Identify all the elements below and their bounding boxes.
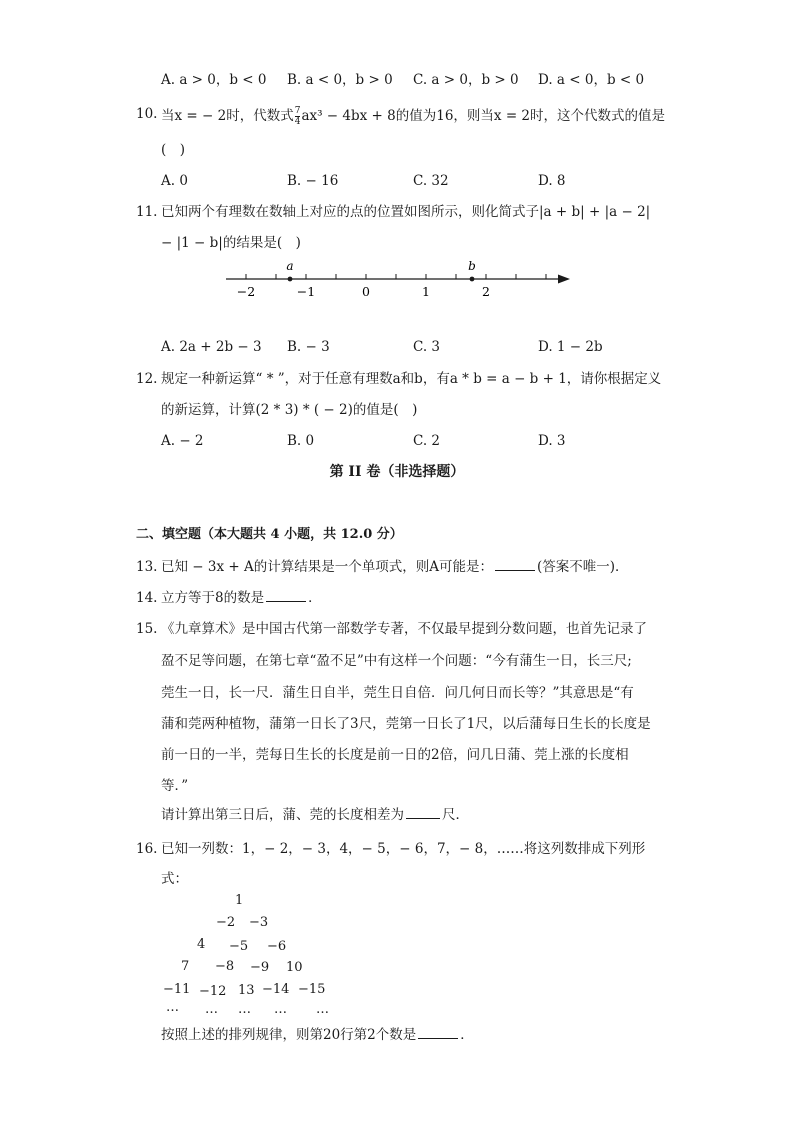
q13-answer-blank[interactable]: [495, 570, 535, 571]
q11-line1: 已知两个有理数在数轴上对应的点的位置如图所示，则化简式子|a + b| + |a − 2|: [161, 204, 651, 220]
tick-label: 2: [482, 284, 490, 299]
triangle-cell: …: [205, 1002, 218, 1017]
triangle-cell: −15: [298, 982, 326, 997]
q14-text: [161, 590, 322, 606]
q13-text-b: (答案不唯一)．: [537, 559, 629, 575]
q14-number: 14.: [136, 590, 158, 606]
q12-option-d: D. 3: [538, 433, 566, 449]
q15-line: 等．”: [161, 778, 189, 794]
q12-option-b: B. 0: [287, 433, 315, 449]
triangle-cell: −9: [250, 960, 270, 975]
tick-label: −1: [296, 284, 316, 299]
triangle-cell: −2: [216, 915, 236, 930]
q16-answer-blank[interactable]: [418, 1038, 458, 1039]
triangle-cell: 1: [235, 893, 244, 908]
q16-ask-a: 按照上述的排列规律，则第20行第2个数是: [161, 1027, 417, 1043]
q9-option-c: C. a > 0，b > 0: [413, 72, 519, 88]
q15-number: 15.: [136, 621, 158, 637]
q11-line2: − |1 − b|的结果是( ): [161, 235, 301, 251]
q10-text-b: ax³ − 4bx + 8的值为16，则当x = 2时，这个代数式的值是: [301, 108, 666, 124]
q12-line2: 的新运算，计算(2 * 3) * ( − 2)的值是( ): [161, 402, 418, 418]
triangle-cell: …: [166, 1000, 179, 1015]
triangle-cell: −3: [249, 915, 269, 930]
q9-option-d: D. a < 0，b < 0: [538, 72, 645, 88]
section-2-title: 第 II 卷（非选择题）: [329, 464, 465, 480]
q13-text: [161, 559, 629, 575]
tick-label: 0: [362, 284, 370, 299]
q12-option-a: A. − 2: [161, 433, 204, 449]
triangle-cell: 7: [181, 959, 190, 974]
q13-number: 13.: [136, 559, 158, 575]
q16-number: 16.: [136, 841, 158, 857]
q10-frac-num: 7: [294, 106, 301, 116]
q15-ask-b: 尺．: [442, 807, 469, 823]
tick-label: −2: [236, 284, 256, 299]
q10-text-a: 当x = − 2时，代数式: [161, 108, 294, 124]
triangle-cell: −5: [229, 939, 249, 954]
triangle-cell: …: [274, 1002, 287, 1017]
q15-line: 蒲和莞两种植物，蒲第一日长了3尺，莞第一日长了1尺，以后蒲每日生长的长度是: [161, 716, 651, 732]
q14-text-a: 立方等于8的数是: [161, 590, 265, 606]
q12-option-c: C. 2: [413, 433, 441, 449]
number-line-arrow-icon: [558, 275, 570, 284]
q10-line1: [161, 106, 665, 127]
q15-line: 《九章算术》是中国古代第一部数学专著，不仅最早提到分数问题，也首先记录了: [161, 621, 647, 637]
q14-answer-blank[interactable]: [266, 601, 306, 602]
triangle-cell: −6: [267, 939, 287, 954]
q15-line: 莞生一日，长一尺．蒲生日自半，莞生日自倍．问几何日而长等？”其意思是“有: [161, 685, 634, 701]
q11-option-d: D. 1 − 2b: [538, 339, 603, 355]
q12-line1: 规定一种新运算“ * ”，对于任意有理数a和b，有a * b = a − b + 1，请你根据定义: [161, 371, 662, 387]
q16-ask-b: ．: [460, 1027, 474, 1043]
part-2-heading: 二、填空题（本大题共 4 小题，共 12.0 分）: [136, 527, 403, 542]
q16-ask: [161, 1027, 474, 1043]
q15-ask-a: 请计算出第三日后，蒲、莞的长度相差为: [161, 807, 404, 823]
triangle-cell: −8: [215, 959, 235, 974]
triangle-cell: …: [316, 1002, 329, 1017]
point-a-dot: [288, 277, 293, 282]
q15-line: 前一日的一半，莞每日生长的长度是前一日的2倍，问几日蒲、莞上涨的长度相: [161, 747, 629, 763]
q13-text-a: 已知 − 3x + A的计算结果是一个单项式，则A可能是：: [161, 559, 493, 575]
q14-text-b: ．: [308, 590, 322, 606]
triangle-cell: −11: [163, 982, 191, 997]
q10-option-a: A. 0: [161, 173, 188, 189]
q10-fraction: [295, 106, 301, 127]
triangle-cell: −12: [199, 984, 227, 999]
q16-line1: 已知一列数：1，− 2，− 3，4，− 5，− 6，7，− 8，……将这列数排成下列形: [161, 841, 646, 857]
q11-option-b: B. − 3: [287, 339, 330, 355]
triangle-cell: −14: [262, 982, 290, 997]
q16-line2: 式：: [161, 871, 188, 887]
triangle-cell: …: [238, 1002, 251, 1017]
triangle-cell: 10: [286, 960, 303, 975]
q15-answer-blank[interactable]: [406, 818, 440, 819]
q15-line: 盈不足等问题，在第七章“盈不足”中有这样一个问题：“今有蒲生一日，长三尺;: [161, 653, 632, 669]
q9-option-b: B. a < 0，b > 0: [287, 72, 393, 88]
q15-ask: [161, 807, 469, 823]
q9-option-a: A. a > 0，b < 0: [161, 72, 267, 88]
q10-option-c: C. 32: [413, 173, 449, 189]
tick-label: 1: [422, 284, 430, 299]
point-b-dot: [470, 277, 475, 282]
triangle-cell: 13: [238, 983, 255, 998]
q10-option-d: D. 8: [538, 173, 566, 189]
q11-number: 11.: [136, 204, 158, 220]
point-b-label: b: [468, 259, 476, 273]
q10-line2: ( ): [161, 142, 186, 158]
q10-option-b: B. − 16: [287, 173, 339, 189]
q10-number: 10.: [136, 106, 158, 122]
triangle-cell: 4: [197, 937, 206, 952]
q11-option-c: C. 3: [413, 339, 441, 355]
q12-number: 12.: [136, 371, 158, 387]
point-a-label: a: [286, 259, 294, 273]
q10-frac-den: 4: [294, 117, 301, 127]
q11-option-a: A. 2a + 2b − 3: [161, 339, 262, 355]
number-line: [220, 258, 580, 304]
